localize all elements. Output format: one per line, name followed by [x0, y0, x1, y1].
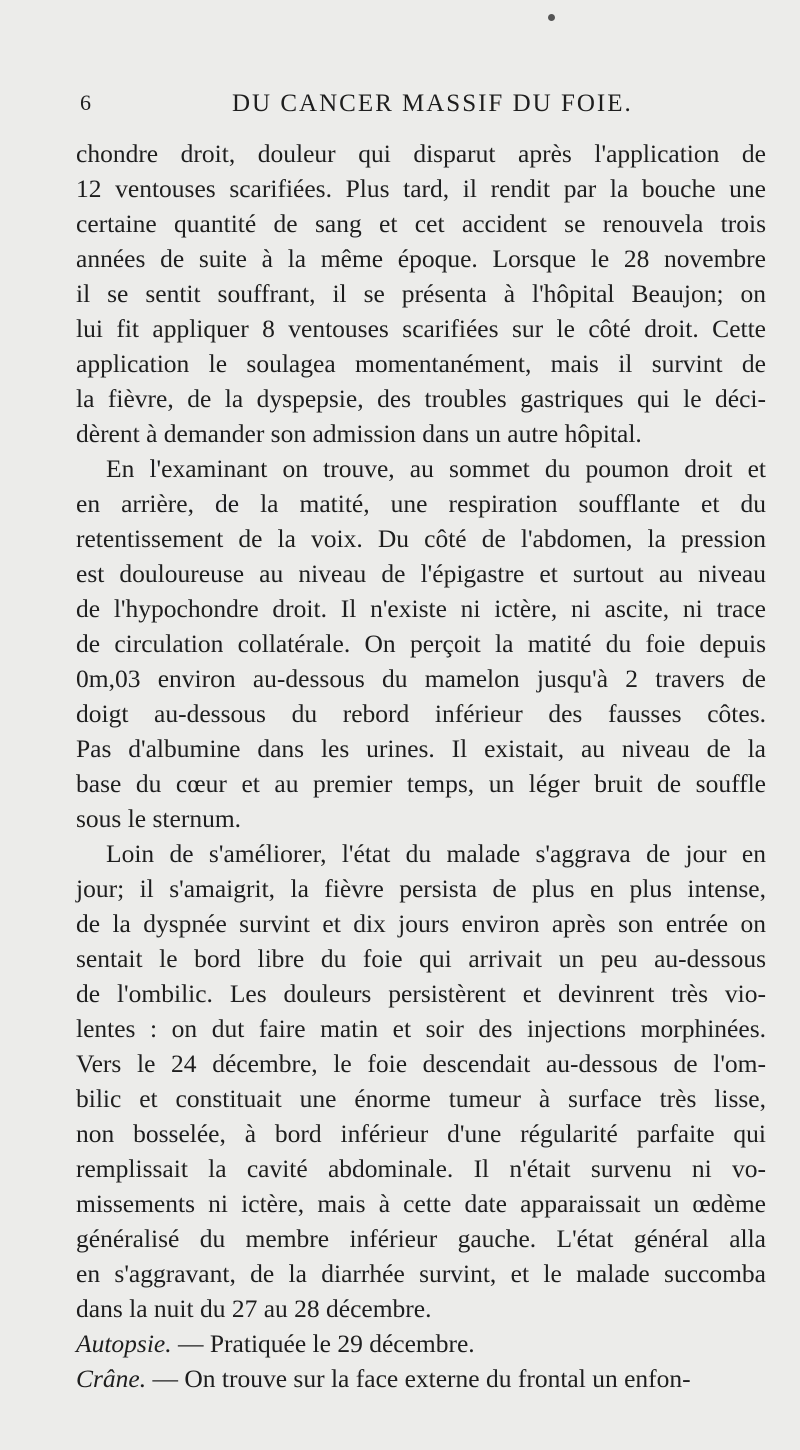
text-line: sous le sternum. — [76, 804, 242, 833]
text-line: en s'aggravant, de la diarrhée survint, et le malade succomba — [76, 1259, 766, 1288]
autopsie-label: Autopsie. — [76, 1329, 172, 1358]
text-line: en arrière, de la matité, une respiration soufflante et du — [76, 489, 766, 518]
text-line: de la dyspnée survint et dix jours environ après son entrée on — [76, 909, 766, 938]
page-number: 6 — [80, 90, 91, 115]
text-line: missements ni ictère, mais à cette date apparaissait un œdème — [76, 1189, 766, 1218]
text-line: bilic et constituait une énorme tumeur à surface très lisse, — [76, 1084, 766, 1113]
text-line: dèrent à demander son admission dans un autre hôpital. — [76, 419, 642, 448]
text-line: jour; il s'amaigrit, la fièvre persista de plus en plus intense, — [76, 874, 766, 903]
text-line: En l'examinant on trouve, au sommet du poumon droit et — [106, 454, 766, 483]
crane-text: — On trouve sur la face externe du frontal un enfon- — [146, 1364, 691, 1393]
text-line: de circulation collatérale. On perçoit la matité du foie depuis — [76, 629, 766, 658]
crane-label: Crâne. — [76, 1364, 147, 1393]
text-line: retentissement de la voix. Du côté de l'abdomen, la pression — [76, 524, 766, 553]
text-line: Pas d'albumine dans les urines. Il existait, au niveau de la — [76, 734, 766, 763]
text-line: il se sentit souffrant, il se présenta à l'hôpital Beaujon; on — [76, 279, 766, 308]
text-line: 0m,03 environ au-dessous du mamelon jusqu'à 2 travers de — [76, 664, 766, 693]
text-line: lentes : on dut faire matin et soir des injections morphinées. — [76, 1014, 766, 1043]
text-line: dans la nuit du 27 au 28 décembre. — [76, 1294, 432, 1323]
text-line: lui fit appliquer 8 ventouses scarifiées sur le côté droit. Cette — [76, 314, 766, 343]
text-line: chondre droit, douleur qui disparut après l'application de — [76, 139, 766, 168]
text-line: non bosselée, à bord inférieur d'une régularité parfaite qui — [76, 1119, 766, 1148]
running-header — [0, 90, 800, 126]
text-line: de l'hypochondre droit. Il n'existe ni ictère, ni ascite, ni trace — [76, 594, 766, 623]
text-line: doigt au-dessous du rebord inférieur des fausses côtes. — [76, 699, 766, 728]
header-title: DU CANCER MASSIF DU FOIE. — [232, 90, 633, 117]
text-line: certaine quantité de sang et cet accident se renouvela trois — [76, 209, 766, 238]
text-line: sentait le bord libre du foie qui arrivait un peu au-dessous — [76, 944, 766, 973]
body-text — [76, 136, 766, 1396]
text-line: remplissait la cavité abdominale. Il n'était survenu ni vo- — [76, 1154, 766, 1183]
text-line: application le soulagea momentanément, mais il survint de — [76, 349, 766, 378]
text-line: base du cœur et au premier temps, un léger bruit de souffle — [76, 769, 766, 798]
text-line: la fièvre, de la dyspepsie, des troubles gastriques qui le déci- — [76, 384, 766, 413]
autopsie-line — [76, 1326, 766, 1361]
text-line: Vers le 24 décembre, le foie descendait au-dessous de l'om- — [76, 1049, 766, 1078]
crane-line — [76, 1361, 766, 1396]
text-line: Loin de s'améliorer, l'état du malade s'aggrava de jour en — [106, 839, 766, 868]
text-line: années de suite à la même époque. Lorsque le 28 novembre — [76, 244, 766, 273]
text-line: de l'ombilic. Les douleurs persistèrent et devinrent très vio- — [76, 979, 766, 1008]
text-line: généralisé du membre inférieur gauche. L'état général alla — [76, 1224, 766, 1253]
ink-speck — [548, 14, 555, 21]
text-line: 12 ventouses scarifiées. Plus tard, il rendit par la bouche une — [76, 174, 766, 203]
text-line: est douloureuse au niveau de l'épigastre et surtout au niveau — [76, 559, 766, 588]
autopsie-text: — Pratiquée le 29 décembre. — [171, 1329, 475, 1358]
